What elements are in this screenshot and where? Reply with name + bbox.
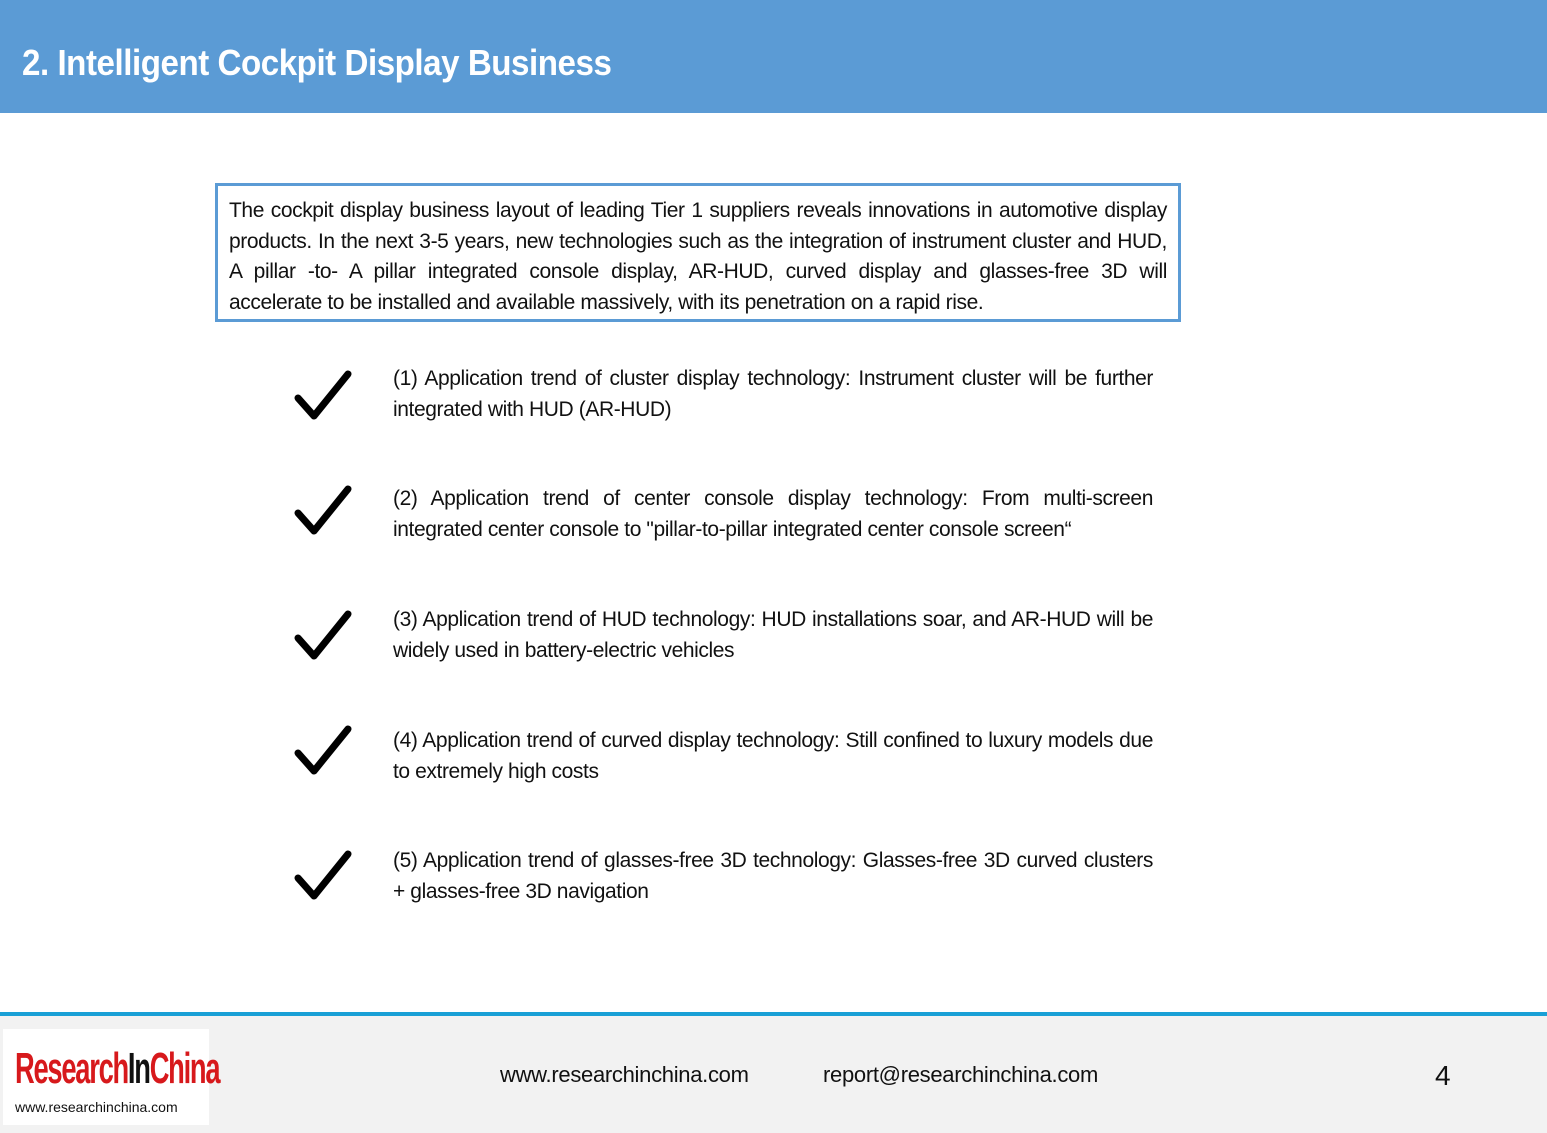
- page-title: 2. Intelligent Cockpit Display Business: [22, 42, 612, 83]
- footer-website-link[interactable]: www.researchinchina.com: [500, 1062, 749, 1087]
- footer-bar: [0, 1016, 1547, 1133]
- trend-text: (1) Application trend of cluster display technology: Instrument cluster will be further integrated with HUD (AR-HUD): [393, 367, 1153, 421]
- check-icon: [294, 725, 354, 777]
- logo-part-research: Research: [15, 1044, 128, 1093]
- logo-part-china: China: [149, 1044, 220, 1093]
- logo-wordmark: [15, 1043, 219, 1095]
- summary-box: [215, 183, 1181, 322]
- check-icon: [294, 610, 354, 662]
- summary-text: The cockpit display business layout of leading Tier 1 suppliers reveals innovations in automotive display products. In the next 3-5 years, new technologies such as the integration of instrument cluster and HUD, A pillar -to- A pillar integrated console display, AR-HUD, curved display and glasses-free 3D will accelerate to be installed and available massively, with its penetration on a rapid rise.: [229, 199, 1167, 314]
- footer-email-link[interactable]: report@researchinchina.com: [823, 1062, 1098, 1087]
- check-icon: [294, 485, 354, 537]
- trend-text: (4) Application trend of curved display technology: Still confined to luxury models due to extremely high costs: [393, 729, 1153, 783]
- logo-part-in: In: [127, 1044, 150, 1093]
- page-number: 4: [1435, 1060, 1451, 1091]
- trend-text: (3) Application trend of HUD technology: HUD installations soar, and AR-HUD will be widely used in battery-electric vehicles: [393, 608, 1153, 662]
- check-icon: [294, 370, 354, 422]
- check-icon: [294, 850, 354, 902]
- header-bar: [0, 0, 1547, 113]
- logo-url: www.researchinchina.com: [15, 1099, 178, 1115]
- trend-text: (5) Application trend of glasses-free 3D technology: Glasses-free 3D curved clusters + glasses-free 3D navigation: [393, 849, 1153, 903]
- trend-text: (2) Application trend of center console display technology: From multi-screen integrated center console to "pillar-to-pillar integrated center console screen“: [393, 487, 1153, 541]
- company-logo: [3, 1029, 220, 1125]
